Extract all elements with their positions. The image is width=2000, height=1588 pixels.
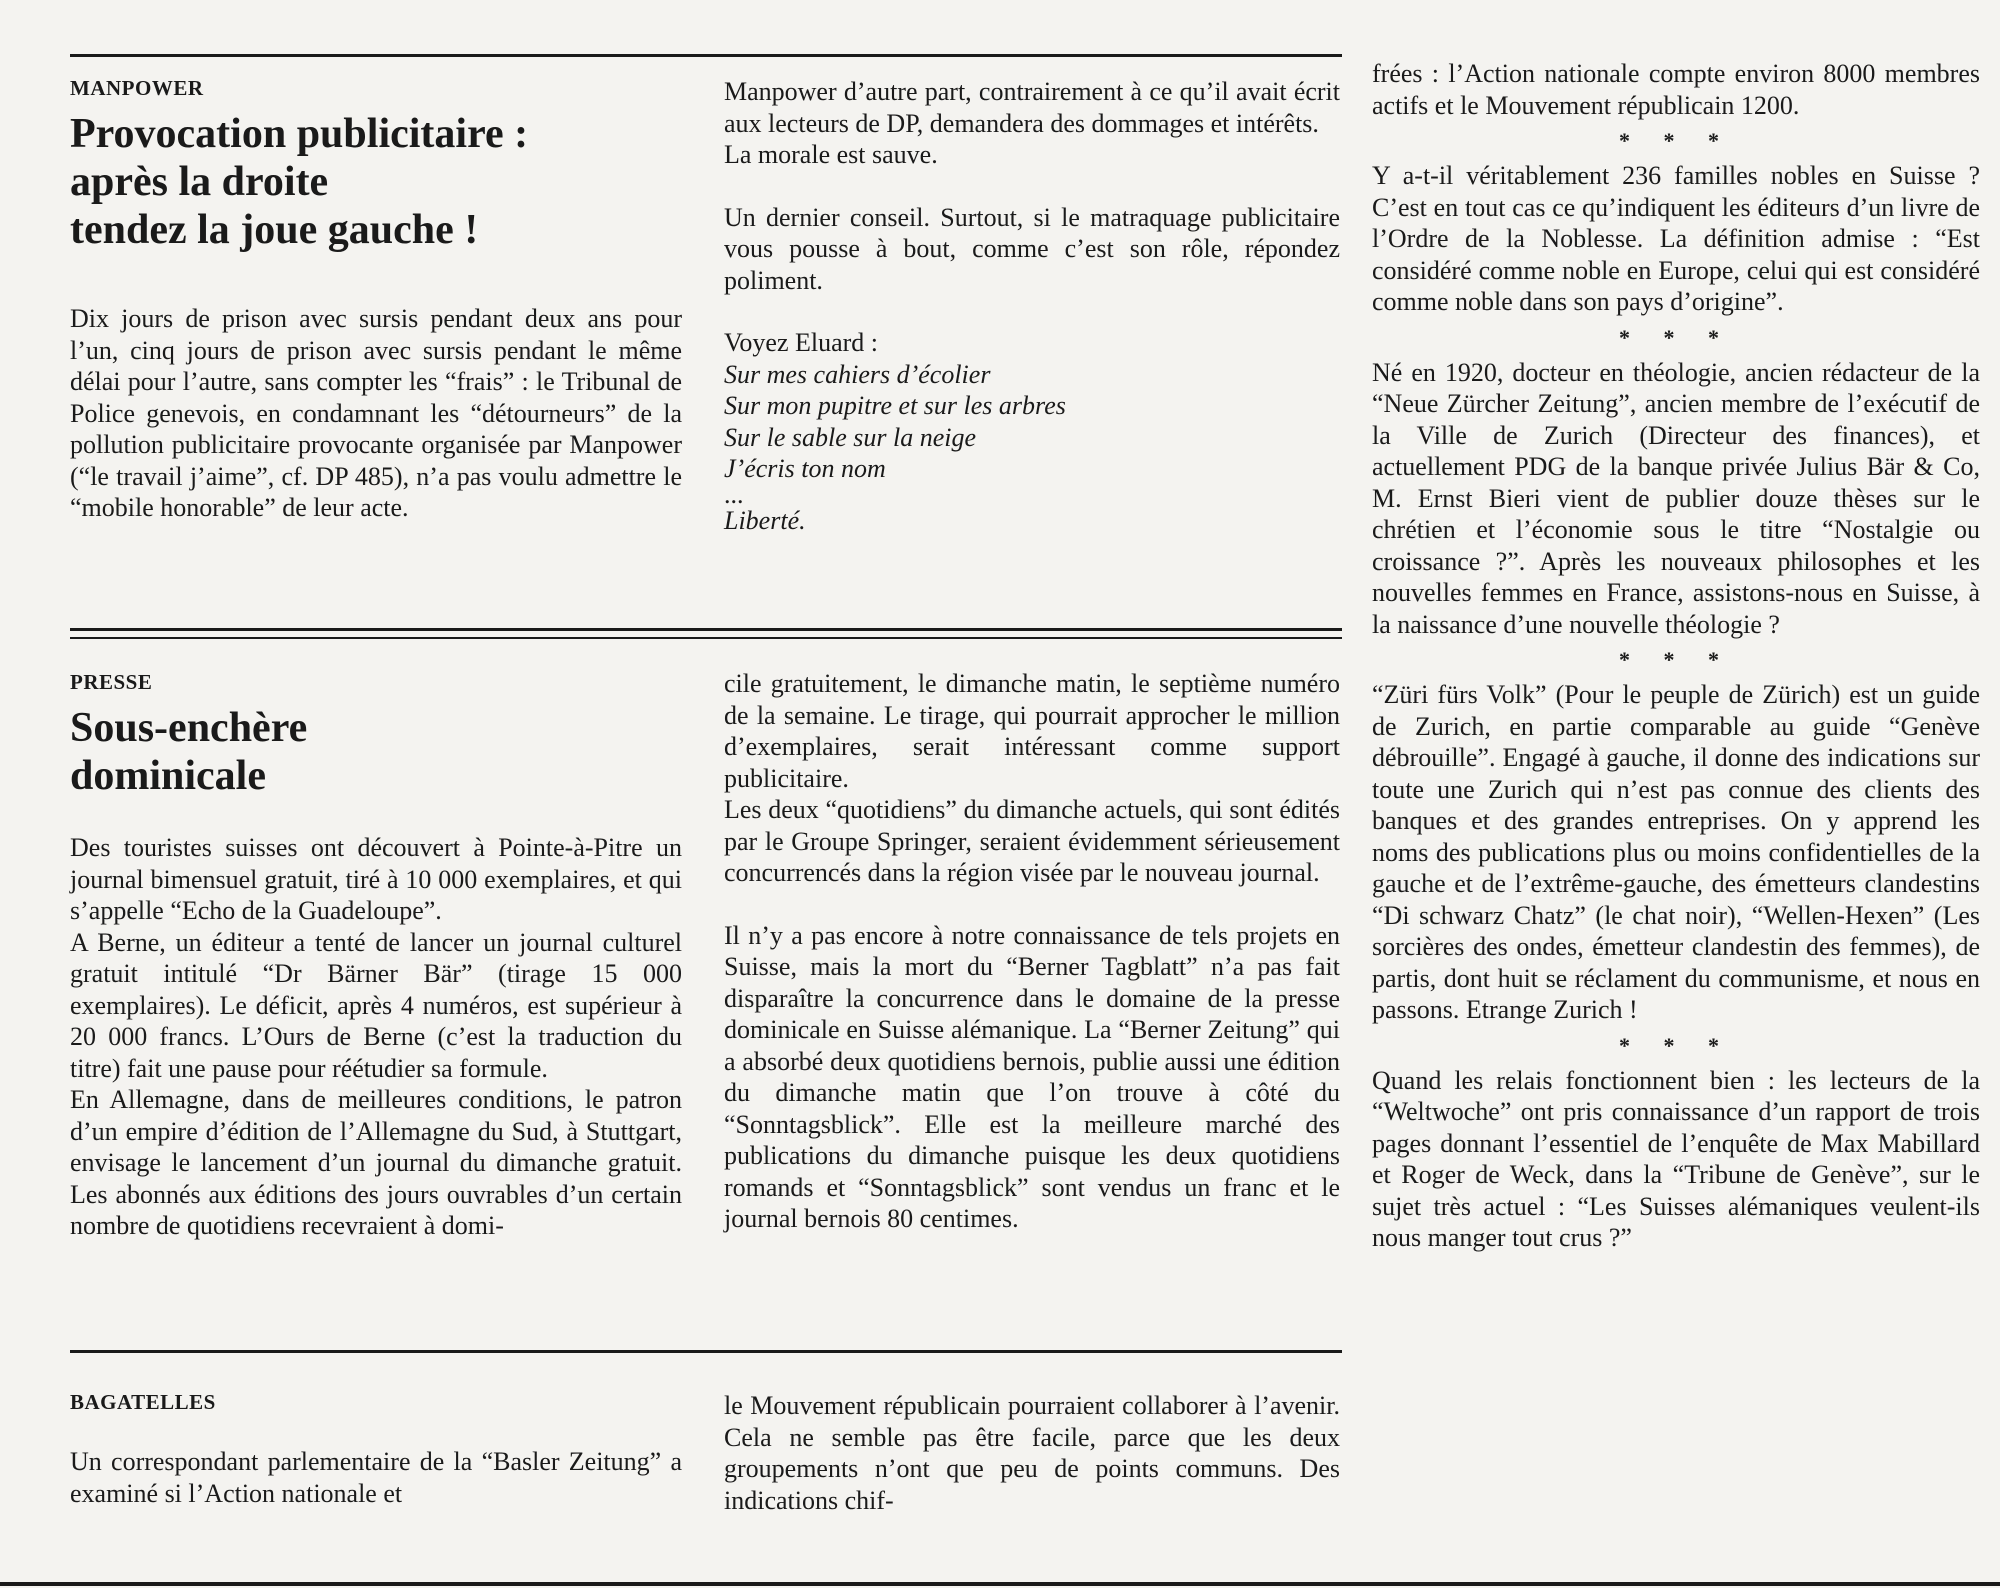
separator-stars: * * * — [1619, 1032, 1733, 1058]
headline-line: Provocation publicitaire : — [70, 111, 529, 157]
paragraph: En Allemagne, dans de meilleures conditions, le patron d’un empire d’édition de l’Allemagne du Sud, à Stuttgart, envisage le lancement d’un journal du dimanche gratuit. Les abonnés aux éditions des jours ouvrables d’un certain nombre de quotidiens recevraient à domi- — [70, 1085, 682, 1240]
headline-line: Sous-enchère — [70, 705, 308, 751]
section-divider-presse — [70, 628, 1342, 639]
paragraph: Un correspondant parlementaire de la “Basler Zeitung” a examiné si l’Action nationale et — [70, 1447, 682, 1508]
headline-line: dominicale — [70, 753, 266, 799]
paragraph: “Züri fürs Volk” (Pour le peuple de Zürich) est un guide de Zurich, en partie comparable au guide “Genève débrouille”. Engagé à gauche, il donne des indications sur toute une Zurich qui n’est pas connue des clients des banques et des grandes entreprises. On y apprend les noms des publications plus ou moins confidentielles de la gauche et de l’extrême-gauche, des émetteurs clandestins “Di schwarz Chatz” (le chat noir), “Wellen-Hexen” (Les sorcières des ondes, émetteur clandestin des femmes), de partis, dont huit se réclament du communisme, et nous en passons. Etrange Zurich ! — [1372, 680, 1980, 1024]
manpower-col2 — [724, 76, 1340, 536]
paragraph: Manpower d’autre part, contrairement à ce qu’il avait écrit aux lecteurs de DP, demandera des dommages et intérêts. — [724, 77, 1340, 138]
paragraph: A Berne, un éditeur a tenté de lancer un journal culturel gratuit intitulé “Dr Bärner Bär” (tirage 15 000 exemplaires). Le déficit, après 4 numéros, est supérieur à 20 000 francs. L’Ours de Berne (c’est la traduction du titre) fait une pause pour réétudier sa formule. — [70, 927, 682, 1083]
paragraph: Dix jours de prison avec sursis pendant deux ans pour l’un, cinq jours de prison avec sursis pendant le même délai pour l’autre, sans compter les “frais” : le Tribunal de Police genevois, en condamnant les “détourneurs” de la pollution publicitaire provocante organisée par Manpower (“le travail j’aime”, cf. DP 485), n’a pas voulu admettre le “mobile honorable” de leur acte. — [70, 304, 682, 522]
paragraph: Né en 1920, docteur en théologie, ancien rédacteur de la “Neue Zürcher Zeitung”, ancien membre de l’exécutif de la Ville de Zurich (Directeur des finances), et actuellement PDG de la banque privée Julius Bär & Co, M. Ernst Bieri vient de publier douze thèses sur le chrétien et l’économie sous le titre “Nostalgie ou croissance ?”. Après les nouveaux philosophes et les nouvelles femmes en France, assistons-nous en Suisse, à la naissance d’une nouvelle théologie ? — [1372, 357, 1980, 639]
paragraph: Un dernier conseil. Surtout, si le matraquage publicitaire vous pousse à bout, comme c’est son rôle, répondez poliment. — [724, 202, 1340, 295]
bagatelles-col3 — [1372, 58, 1980, 1254]
poem-line: Sur mon pupitre et sur les arbres — [724, 391, 1066, 420]
kicker-manpower: MANPOWER — [70, 76, 204, 100]
kicker-bagatelles: BAGATELLES — [70, 1390, 216, 1414]
paragraph: cile gratuitement, le dimanche matin, le septième numéro de la semaine. Le tirage, qui pourrait approcher le million d’exemplaires, serait intéressant comme support publicitaire. — [724, 669, 1340, 793]
paragraph: Des touristes suisses ont découvert à Pointe-à-Pitre un journal bimensuel gratuit, tiré à 10 000 exemplaires, et qui s’appelle “Echo de la Guadeloupe”. — [70, 833, 682, 925]
paragraph: La morale est sauve. — [724, 140, 938, 169]
poem-line: Sur mes cahiers d’écolier — [724, 359, 991, 389]
section-divider-bagatelles — [70, 1350, 1342, 1353]
bagatelles-col1 — [70, 1446, 682, 1509]
paragraph: Il n’y a pas encore à notre connaissance de tels projets en Suisse, mais la mort du “Berner Tagblatt” n’a pas fait disparaître la concurrence dans le domaine de la presse dominicale en Suisse alémanique. La “Berner Zeitung” qui a absorbé deux quotidiens bernois, publie aussi une édition du dimanche matin que l’on trouve à côté du “Sonntagsblick”. Elle est la meilleure marché des publications du dimanche puisque les deux quotidiens romands et “Sonntagsblick” sont vendus un franc et le journal bernois 80 centimes. — [724, 920, 1340, 1233]
poem-line: J’écris ton nom — [724, 454, 886, 483]
paragraph: Voyez Eluard : — [724, 328, 879, 357]
poem-ellipsis: ... — [724, 479, 744, 509]
headline-manpower — [70, 110, 690, 254]
poem-line: Liberté. — [724, 505, 806, 535]
paragraph: le Mouvement républicain pourraient collaborer à l’avenir. Cela ne semble pas être facile, parce que les deux groupements n’ont que peu de points communs. Des indications chif- — [724, 1391, 1340, 1515]
bagatelles-col2 — [724, 1390, 1340, 1516]
headline-presse — [70, 704, 690, 800]
headline-line: après la droite — [70, 159, 329, 205]
separator-stars: * * * — [1619, 647, 1733, 672]
headline-line: tendez la joue gauche ! — [70, 207, 479, 253]
paragraph: frées : l’Action nationale compte environ 8000 membres actifs et le Mouvement républicain 1200. — [1372, 59, 1980, 120]
paragraph: Les deux “quotidiens” du dimanche actuels, qui sont édités par le Groupe Springer, seraient évidemment sérieusement concurrencés dans la région visée par le nouveau journal. — [724, 795, 1340, 887]
bottom-rule — [0, 1582, 2000, 1586]
paragraph: Quand les relais fonctionnent bien : les lecteurs de la “Weltwoche” ont pris connaissance d’un rapport de trois pages donnant l’essentiel de l’enquête de Max Mabillard et Roger de Weck, dans la “Tribune de Genève”, sur le sujet très actuel : “Les Suisses alémaniques veulent-ils nous manger tout crus ?” — [1372, 1065, 1980, 1252]
separator-stars: * * * — [1619, 324, 1733, 350]
kicker-presse: PRESSE — [70, 670, 153, 694]
presse-col1 — [70, 832, 682, 1242]
top-rule — [70, 54, 1342, 57]
separator-stars: * * * — [1619, 128, 1733, 153]
manpower-col1 — [70, 303, 682, 524]
presse-col2 — [724, 668, 1340, 1235]
paragraph: Y a-t-il véritablement 236 familles nobles en Suisse ? C’est en tout cas ce qu’indiquent les éditeurs d’un livre de l’Ordre de la Noblesse. La définition admise : “Est considéré comme noble en Europe, celui qui est considéré comme noble dans son pays d’origine”. — [1372, 161, 1980, 316]
poem-line: Sur le sable sur la neige — [724, 422, 977, 452]
